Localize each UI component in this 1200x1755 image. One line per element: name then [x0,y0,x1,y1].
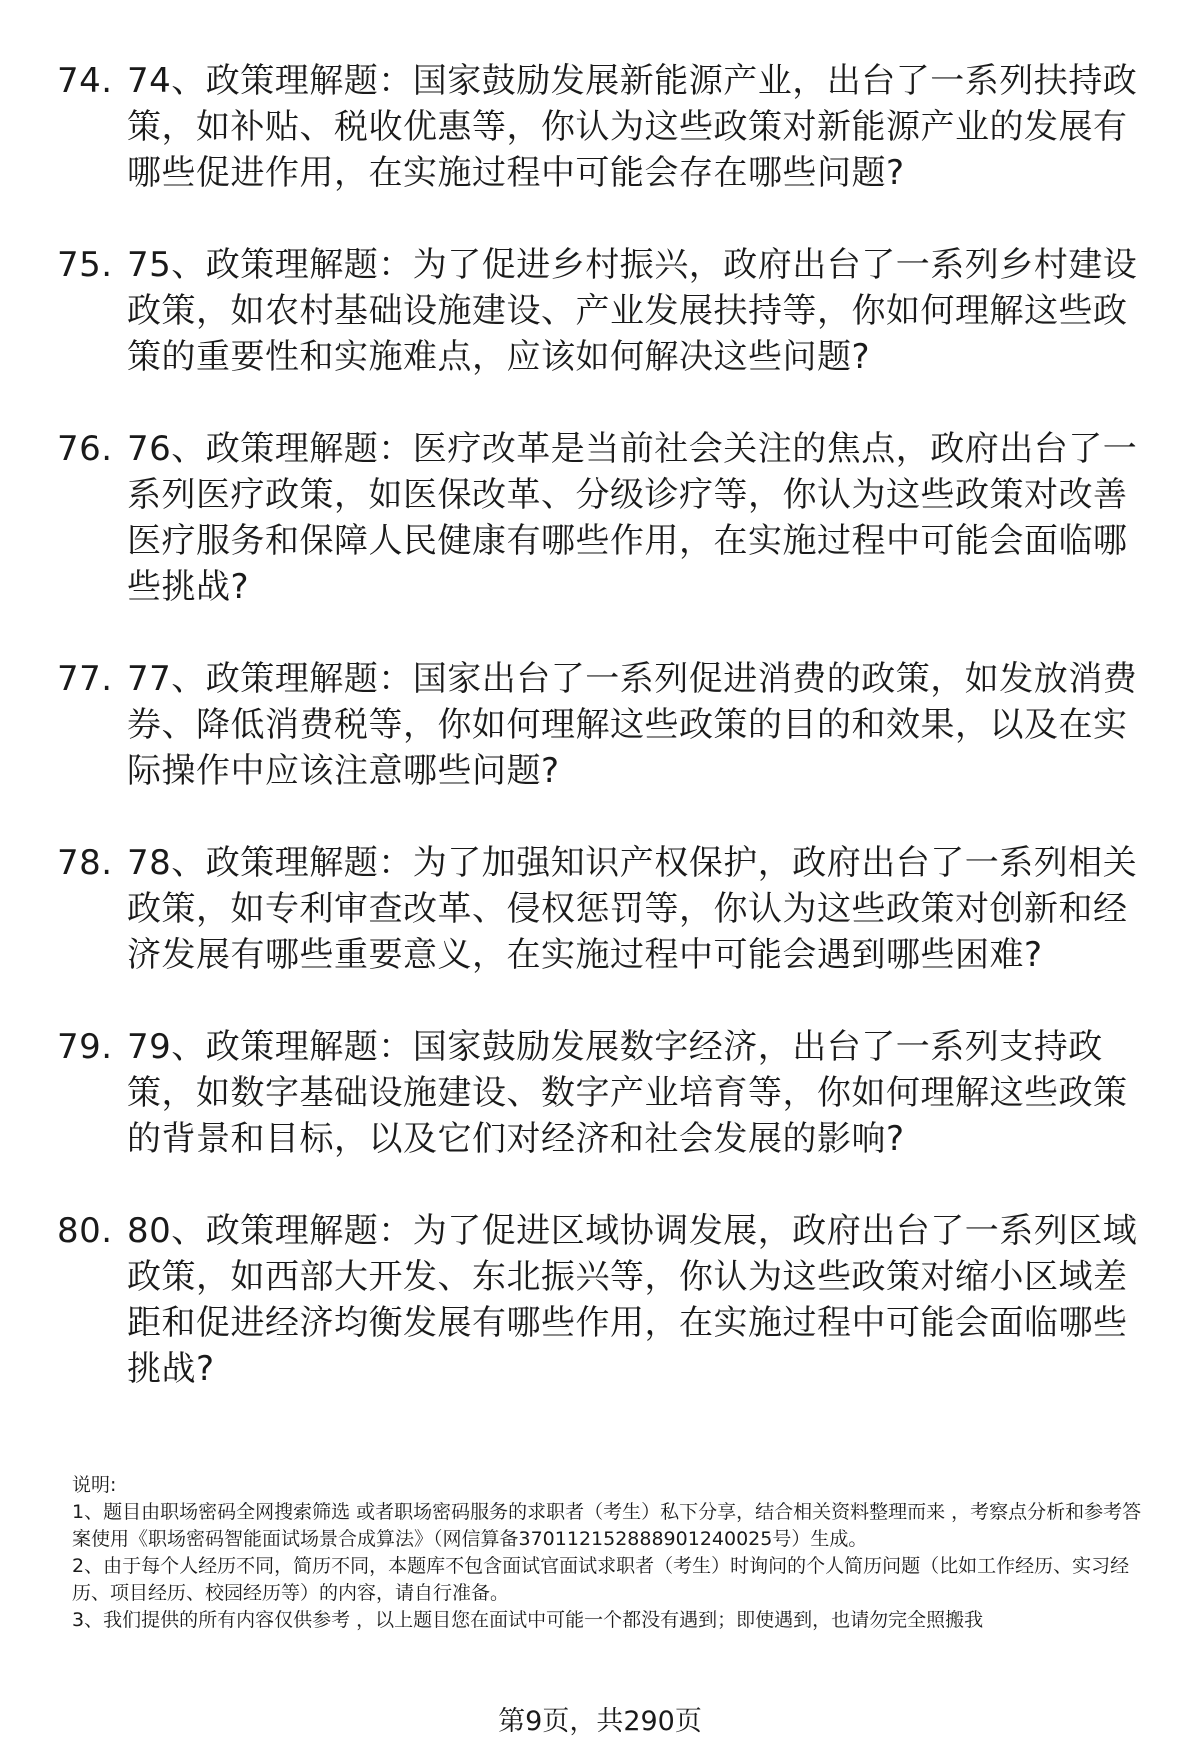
question-item-75 [57,242,1147,380]
question-item-76 [57,426,1147,610]
question-number: 79. [57,1027,113,1067]
question-list [57,58,1147,1438]
question-item-78 [57,840,1147,978]
question-number: 77. [57,659,113,699]
notes-heading: 说明: [72,1474,117,1496]
question-text: 74、政策理解题：国家鼓励发展新能源产业，出台了一系列扶持政策，如补贴、税收优惠等，你认为这些政策对新能源产业的发展有哪些促进作用，在实施过程中可能会存在哪些问题? [127,61,1138,193]
question-text: 79、政策理解题：国家鼓励发展数字经济，出台了一系列支持政策，如数字基础设施建设、数字产业培育等，你如何理解这些政策的背景和目标，以及它们对经济和社会发展的影响? [127,1027,1128,1159]
question-item-80 [57,1208,1147,1392]
question-item-79 [57,1024,1147,1162]
page-number-footer: 第9页，共290页 [498,1706,702,1737]
question-item-74 [57,58,1147,196]
question-number: 80. [57,1211,113,1251]
question-text: 80、政策理解题：为了促进区域协调发展，政府出台了一系列区域政策，如西部大开发、东北振兴等，你认为这些政策对缩小区域差距和促进经济均衡发展有哪些作用，在实施过程中可能会面临哪些挑战? [127,1211,1138,1389]
question-number: 76. [57,429,113,469]
note-item-1: 1、题目由职场密码全网搜索筛选 或者职场密码服务的求职者（考生）私下分享，结合相关资料整理而来 ，考察点分析和参考答案使用《职场密码智能面试场景合成算法》（网信算备3701121528889012400​25号）生成。 [72,1501,1142,1550]
question-text: 77、政策理解题：国家出台了一系列促进消费的政策，如发放消费券、降低消费税等，你如何理解这些政策的目的和效果，以及在实际操作中应该注意哪些问题? [127,659,1138,791]
question-text: 78、政策理解题：为了加强知识产权保护，政府出台了一系列相关政策，如专利审查改革、侵权惩罚等，你认为这些政策对创新和经济发展有哪些重要意义，在实施过程中可能会遇到哪些困难? [127,843,1138,975]
note-item-3: 3、我们提供的所有内容仅供参考 ，以上题目您在面试中可能一个都没有遇到；即使遇到，也请勿完全照搬我 [72,1609,984,1631]
question-text: 75、政策理解题：为了促进乡村振兴，政府出台了一系列乡村建设政策，如农村基础设施建设、产业发展扶持等，你如何理解这些政策的重要性和实施难点，应该如何解决这些问题? [127,245,1138,377]
question-item-77 [57,656,1147,794]
question-text: 76、政策理解题：医疗改革是当前社会关注的焦点，政府出台了一系列医疗政策，如医保改革、分级诊疗等，你认为这些政策对改善医疗服务和保障人民健康有哪些作用，在实施过程中可能会面临哪些挑战? [127,429,1138,607]
question-number: 75. [57,245,113,285]
question-number: 78. [57,843,113,883]
question-number: 74. [57,61,113,101]
notes-section [72,1472,1148,1634]
note-item-2: 2、由于每个人经历不同，简历不同，本题库不包含面试官面试求职者（考生）时询问的个人简历问题（比如工作经历、实习经历、项目经历、校园经历等）的内容，请自行准备。 [72,1555,1130,1604]
